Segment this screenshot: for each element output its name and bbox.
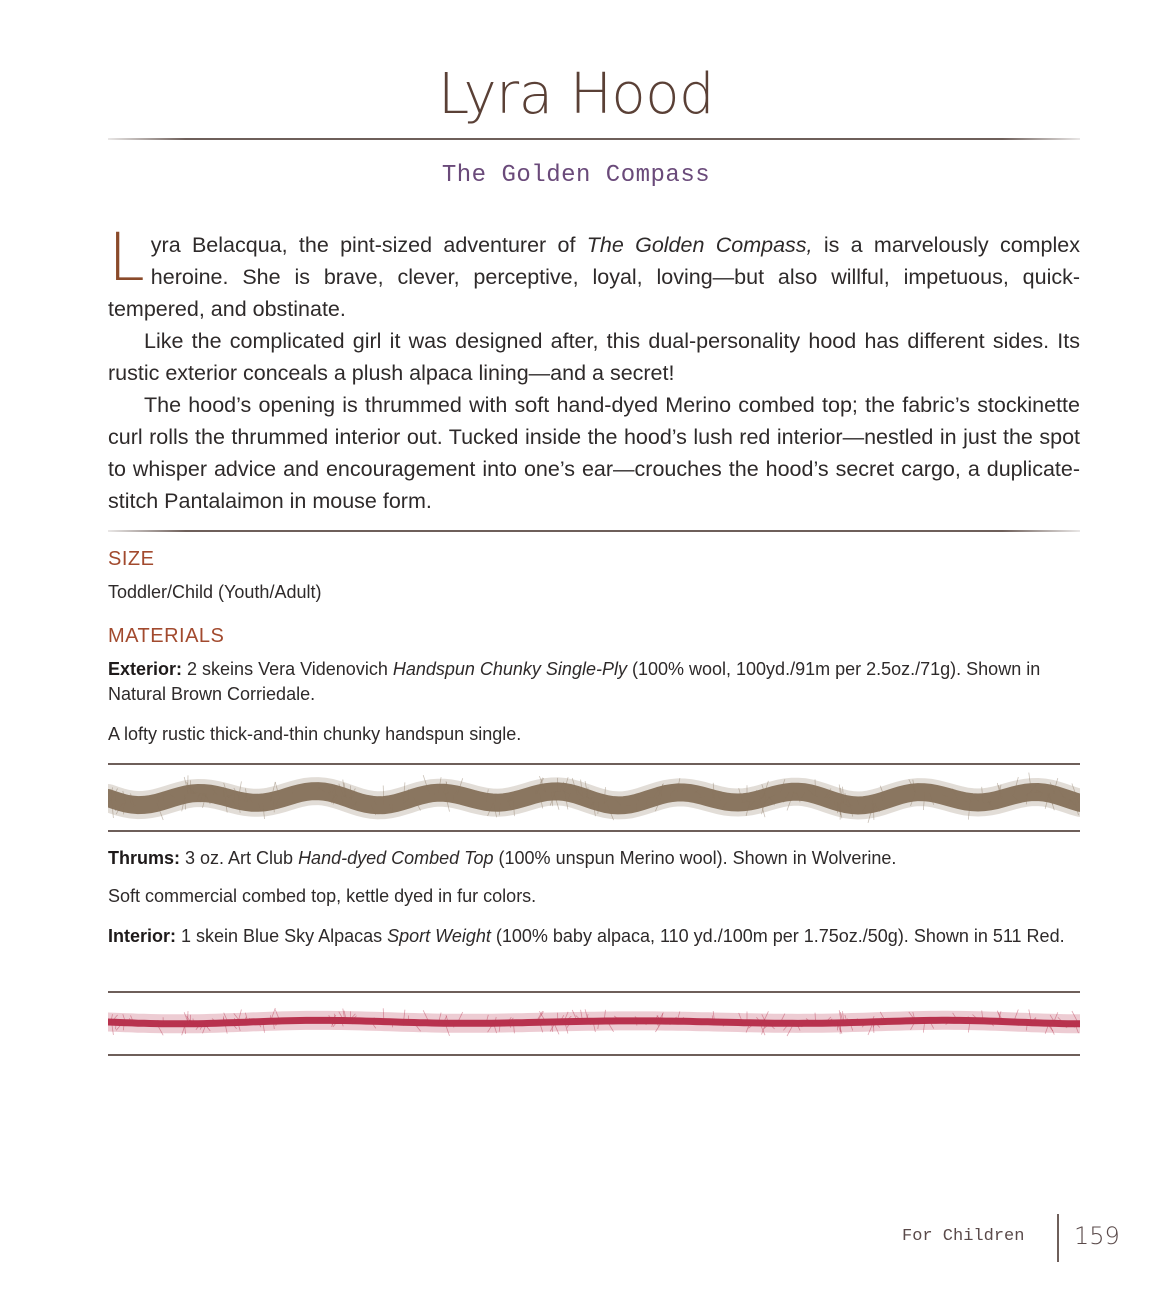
thrums-description: Soft commercial combed top, kettle dyed in fur colors. — [108, 886, 537, 906]
size-heading: SIZE — [108, 548, 155, 570]
intro-paragraph-3: The hood’s opening is thrummed with soft hand-dyed Merino combed top; the fabric’s stockinette curl rolls the thrummed interior out. Tucked inside the hood’s lush red interior—nestled in just the spot to whisper advice and encouragement into one’s ear—crouches the hood’s secret cargo, a duplicate-stitch Pantalaimon in mouse form. — [108, 393, 1080, 513]
intro-paragraph-2: Like the complicated girl it was designed after, this dual-personality hood has different sides. Its rustic exterior conceals a plush alpaca lining—and a secret! — [108, 329, 1080, 385]
intro-paragraph-1: Lyra Belacqua, the pint-sized adventurer of The Golden Compass, is a marvelously complex heroine. She is brave, clever, perceptive, loyal, loving—but also willful, impetuous, quick-tempered, and obstinate. — [108, 219, 1081, 321]
interior-yarn-sample — [108, 991, 1080, 1057]
drop-cap: L — [108, 219, 145, 296]
footer-section-label: For Children — [902, 1227, 1025, 1246]
exterior-description: A lofty rustic thick-and-thin chunky handspun single. — [108, 724, 522, 744]
red-yarn-image — [108, 991, 1080, 1057]
intro-text — [108, 219, 1081, 517]
exterior-yarn-sample — [108, 763, 1080, 833]
page-number: 159 — [1074, 1222, 1120, 1250]
thrums-material: Thrums: 3 oz. Art Club Hand-dyed Combed Top (100% unspun Merino wool). Shown in Wolverine. — [108, 848, 897, 868]
yarn-bottom-rule — [108, 1054, 1080, 1056]
page-title: Lyra Hood — [437, 62, 715, 127]
size-value: Toddler/Child (Youth/Adult) — [108, 582, 322, 602]
exterior-material: Exterior: 2 skeins Vera Videnovich Handspun Chunky Single-Ply (100% wool, 100yd./91m per 2.5oz./71g). Shown in Natural Brown Corriedale. — [108, 659, 1041, 704]
brown-yarn-image — [108, 763, 1080, 833]
page-subtitle: The Golden Compass — [441, 162, 711, 189]
section-divider — [108, 530, 1080, 532]
interior-material: Interior: 1 skein Blue Sky Alpacas Sport Weight (100% baby alpaca, 110 yd./100m per 1.75oz./50g). Shown in 511 Red. — [108, 926, 1065, 946]
yarn-bottom-rule — [108, 830, 1080, 832]
title-divider — [108, 138, 1080, 140]
materials-heading: MATERIALS — [108, 625, 225, 647]
footer-divider — [1057, 1214, 1059, 1262]
